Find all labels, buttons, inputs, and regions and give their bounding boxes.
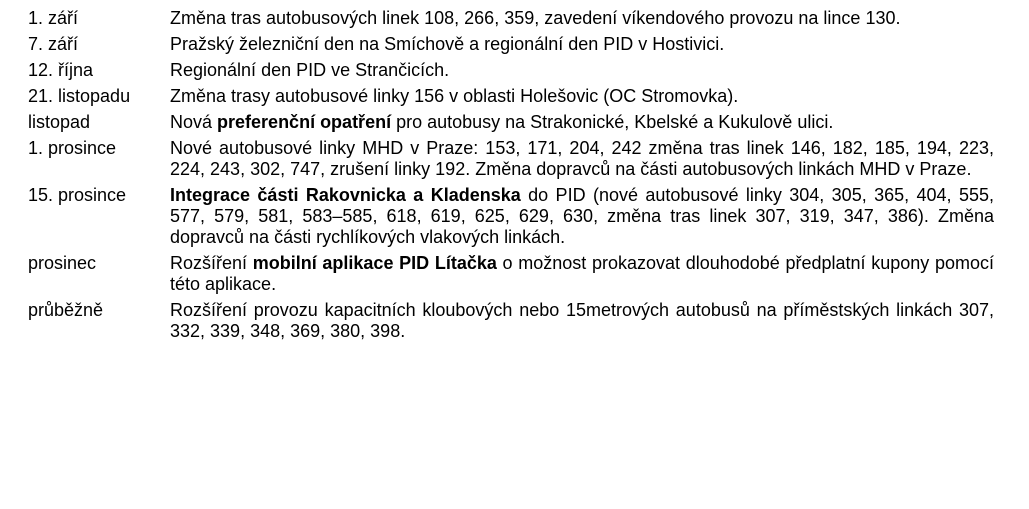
event-description xyxy=(170,185,994,248)
timeline-row xyxy=(28,185,994,248)
description-text: Rozšíření provozu kapacitních kloubových nebo 15metrových autobusů na příměstských linkách 307, 332, 339, 348, 369, 380, 398. xyxy=(170,300,994,341)
event-timeline xyxy=(28,8,994,347)
description-text: Regionální den PID ve Strančicích. xyxy=(170,60,450,80)
event-description xyxy=(170,112,994,133)
timeline-row xyxy=(28,300,994,342)
timeline-row xyxy=(28,253,994,295)
description-text: Změna tras autobusových linek 108, 266, 359, zavedení víkendového provozu na lince 130. xyxy=(170,8,901,28)
emphasized-text: preferenční opatření xyxy=(217,112,392,132)
emphasized-text: Integrace části Rakovnicka a Kladenska xyxy=(170,185,521,205)
event-date: prosinec xyxy=(28,253,97,273)
event-description xyxy=(170,34,994,55)
event-description xyxy=(170,60,994,81)
timeline-row xyxy=(28,60,994,81)
event-date: průběžně xyxy=(28,300,104,320)
emphasized-text: mobilní aplikace PID Lítačka xyxy=(252,253,497,273)
event-date: 1. září xyxy=(28,8,79,28)
description-text: pro autobusy na Strakonické, Kbelské a Kukulově ulici. xyxy=(391,112,834,132)
description-text: Rozšíření xyxy=(170,253,253,273)
event-date: listopad xyxy=(28,112,91,132)
event-description xyxy=(170,300,994,342)
description-text: Pražský železniční den na Smíchově a regionální den PID v Hostivici. xyxy=(170,34,725,54)
event-date: 21. listopadu xyxy=(28,86,131,106)
event-description xyxy=(170,8,994,29)
timeline-row xyxy=(28,8,994,29)
event-date: 1. prosince xyxy=(28,138,117,158)
description-text: Nové autobusové linky MHD v Praze: 153, 171, 204, 242 změna tras linek 146, 182, 185, 194, 223, 224, 243, 302, 747, zrušení linky 192. Změna dopravců na části autobusových linkách MHD v Praze. xyxy=(170,138,994,179)
event-date: 7. září xyxy=(28,34,79,54)
description-text: do PID (nové autobusové linky 304, 305, 365, 404, 555, 577, 579, 581, 583–585, 618, 619, 625, 629, 630, změna tras linek 307, 319, 347, 386). Změna dopravců na části rychlíkových vlakových linkách. xyxy=(170,185,994,247)
description-text: Nová xyxy=(170,112,218,132)
timeline-row xyxy=(28,138,994,180)
event-date: 12. října xyxy=(28,60,94,80)
timeline-row xyxy=(28,112,994,133)
event-description xyxy=(170,138,994,180)
description-text: o možnost prokazovat dlouhodobé předplatní kupony pomocí této aplikace. xyxy=(170,253,994,294)
event-description xyxy=(170,86,994,107)
event-description xyxy=(170,253,994,295)
description-text: Změna trasy autobusové linky 156 v oblasti Holešovic (OC Stromovka). xyxy=(170,86,739,106)
event-date: 15. prosince xyxy=(28,185,127,205)
timeline-row xyxy=(28,34,994,55)
timeline-row xyxy=(28,86,994,107)
